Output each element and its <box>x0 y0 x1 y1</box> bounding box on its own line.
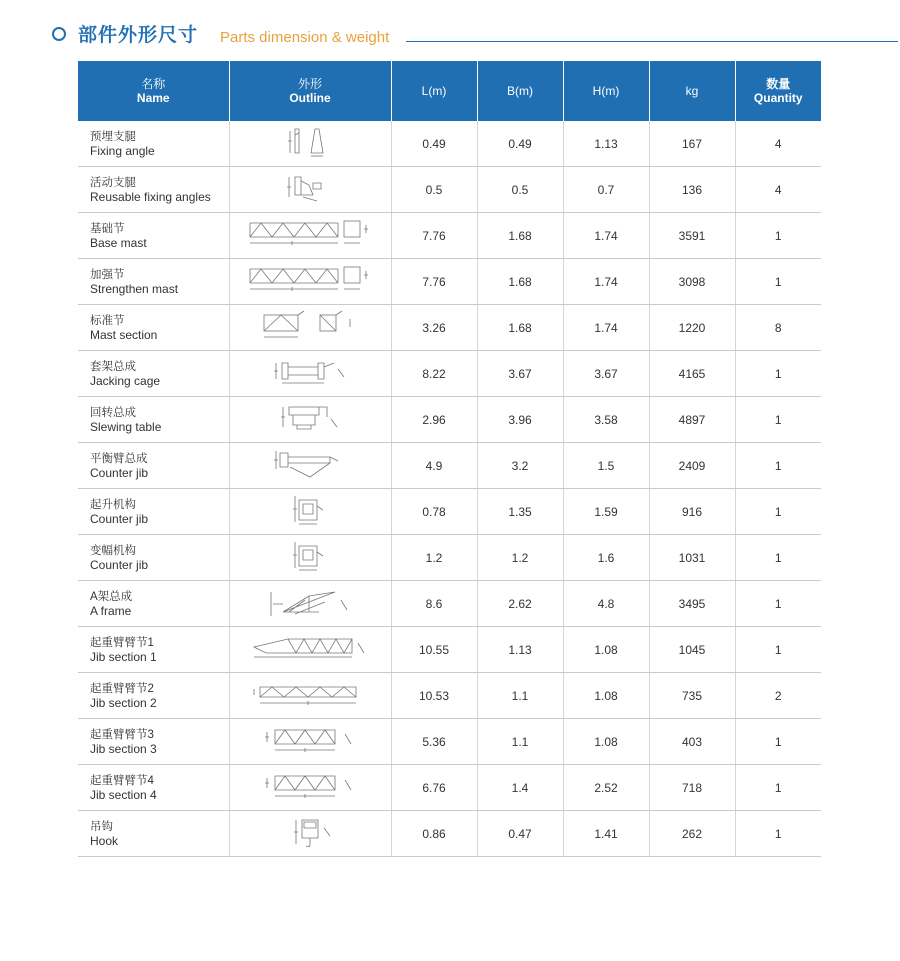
table-row <box>78 397 821 443</box>
part-name-cell <box>78 627 229 673</box>
part-name-cell <box>78 121 229 167</box>
part-quantity-cell: 8 <box>735 305 821 351</box>
part-width-cell: 1.2 <box>477 535 563 581</box>
part-height-cell: 3.67 <box>563 351 649 397</box>
part-length-cell: 6.76 <box>391 765 477 811</box>
part-weight-cell: 136 <box>649 167 735 213</box>
part-name-cn: 标准节 <box>90 314 125 327</box>
part-name-cell <box>78 259 229 305</box>
part-weight-cell: 3495 <box>649 581 735 627</box>
part-name-cell <box>78 719 229 765</box>
header-rule <box>406 41 898 42</box>
part-name-cn: 活动支腿 <box>90 176 136 189</box>
table-row <box>78 489 821 535</box>
part-name-cell <box>78 765 229 811</box>
slewing-outline-icon <box>230 401 391 438</box>
part-quantity-cell: 2 <box>735 673 821 719</box>
part-height-cell: 1.08 <box>563 673 649 719</box>
part-width-cell: 1.13 <box>477 627 563 673</box>
part-name-cn: 平衡臂总成 <box>90 452 148 465</box>
part-name-cell <box>78 443 229 489</box>
part-weight-cell: 3591 <box>649 213 735 259</box>
part-quantity-cell: 1 <box>735 213 821 259</box>
part-name-cn: 加强节 <box>90 268 125 281</box>
part-name-cell <box>78 673 229 719</box>
part-name-cn: 预埋支腿 <box>90 130 136 143</box>
col-header-quantity-cn: 数量 <box>766 77 791 91</box>
part-length-cell: 7.76 <box>391 213 477 259</box>
part-height-cell: 1.08 <box>563 719 649 765</box>
part-width-cell: 1.1 <box>477 673 563 719</box>
col-header-width: B(m) <box>477 61 563 121</box>
part-name-en: Base mast <box>90 235 147 250</box>
part-outline-cell <box>229 719 391 765</box>
part-width-cell: 1.68 <box>477 259 563 305</box>
part-quantity-cell: 4 <box>735 167 821 213</box>
part-weight-cell: 718 <box>649 765 735 811</box>
part-width-cell: 3.96 <box>477 397 563 443</box>
part-height-cell: 1.08 <box>563 627 649 673</box>
part-outline-cell <box>229 397 391 443</box>
col-header-weight: kg <box>649 61 735 121</box>
mast-section-outline-icon <box>230 309 391 346</box>
part-width-cell: 0.47 <box>477 811 563 857</box>
part-outline-cell <box>229 811 391 857</box>
part-quantity-cell: 1 <box>735 443 821 489</box>
part-name-cn: 起重臂臂节2 <box>90 682 154 695</box>
part-name-en: Slewing table <box>90 419 162 434</box>
part-name-cell <box>78 489 229 535</box>
part-weight-cell: 3098 <box>649 259 735 305</box>
table-row <box>78 121 821 167</box>
part-weight-cell: 2409 <box>649 443 735 489</box>
part-name-en: Jacking cage <box>90 373 161 388</box>
jacking-cage-outline-icon <box>230 355 391 392</box>
part-height-cell: 1.59 <box>563 489 649 535</box>
part-width-cell: 3.2 <box>477 443 563 489</box>
part-outline-cell <box>229 305 391 351</box>
part-name-cn: 起重臂臂节1 <box>90 636 154 649</box>
part-name-en: Counter jib <box>90 511 149 526</box>
part-outline-cell <box>229 673 391 719</box>
part-weight-cell: 4897 <box>649 397 735 443</box>
part-outline-cell <box>229 121 391 167</box>
part-name-en: Jib section 2 <box>90 695 157 710</box>
part-quantity-cell: 1 <box>735 581 821 627</box>
col-header-quantity-en: Quantity <box>753 91 803 105</box>
part-name-en: Jib section 1 <box>90 649 157 664</box>
part-outline-cell <box>229 581 391 627</box>
part-outline-cell <box>229 765 391 811</box>
part-name-en: Counter jib <box>90 557 149 572</box>
table-header-row <box>78 61 821 121</box>
part-width-cell: 1.35 <box>477 489 563 535</box>
jib-short-outline-icon <box>230 724 391 759</box>
part-name-en: Reusable fixing angles <box>90 189 211 204</box>
part-name-cn: 起升机构 <box>90 498 136 511</box>
part-quantity-cell: 1 <box>735 351 821 397</box>
table-row <box>78 259 821 305</box>
a-frame-outline-icon <box>230 582 391 625</box>
page-title-en: Parts dimension & weight <box>220 29 390 46</box>
part-weight-cell: 916 <box>649 489 735 535</box>
part-length-cell: 0.49 <box>391 121 477 167</box>
part-height-cell: 1.5 <box>563 443 649 489</box>
hook-outline-icon <box>230 814 391 853</box>
part-name-cn: 起重臂臂节4 <box>90 774 154 787</box>
part-height-cell: 0.7 <box>563 167 649 213</box>
part-outline-cell <box>229 351 391 397</box>
part-height-cell: 4.8 <box>563 581 649 627</box>
table-row <box>78 167 821 213</box>
part-height-cell: 1.13 <box>563 121 649 167</box>
part-width-cell: 3.67 <box>477 351 563 397</box>
truss-long-outline-icon <box>230 263 391 300</box>
part-name-en: Jib section 3 <box>90 741 157 756</box>
part-height-cell: 2.52 <box>563 765 649 811</box>
part-width-cell: 1.4 <box>477 765 563 811</box>
part-weight-cell: 262 <box>649 811 735 857</box>
part-name-cn: 变幅机构 <box>90 544 136 557</box>
part-name-cell <box>78 581 229 627</box>
col-header-quantity <box>735 61 821 121</box>
part-width-cell: 1.68 <box>477 305 563 351</box>
part-height-cell: 1.74 <box>563 305 649 351</box>
part-quantity-cell: 1 <box>735 489 821 535</box>
part-width-cell: 0.5 <box>477 167 563 213</box>
part-name-en: Strengthen mast <box>90 281 179 296</box>
col-header-name-cn: 名称 <box>141 77 166 91</box>
hoist-outline-icon <box>230 492 391 531</box>
part-name-cell <box>78 811 229 857</box>
part-weight-cell: 1220 <box>649 305 735 351</box>
part-length-cell: 0.86 <box>391 811 477 857</box>
part-length-cell: 0.5 <box>391 167 477 213</box>
part-length-cell: 0.78 <box>391 489 477 535</box>
page-header <box>0 0 900 60</box>
part-name-cell <box>78 351 229 397</box>
part-name-cn: 起重臂臂节3 <box>90 728 154 741</box>
part-name-cell <box>78 397 229 443</box>
jib-short-outline-icon <box>230 770 391 805</box>
col-header-height: H(m) <box>563 61 649 121</box>
part-length-cell: 10.55 <box>391 627 477 673</box>
table-row <box>78 719 821 765</box>
table-row <box>78 305 821 351</box>
table-row <box>78 627 821 673</box>
part-height-cell: 1.41 <box>563 811 649 857</box>
part-width-cell: 2.62 <box>477 581 563 627</box>
part-outline-cell <box>229 213 391 259</box>
part-length-cell: 8.22 <box>391 351 477 397</box>
part-length-cell: 3.26 <box>391 305 477 351</box>
part-outline-cell <box>229 489 391 535</box>
part-quantity-cell: 1 <box>735 765 821 811</box>
part-quantity-cell: 4 <box>735 121 821 167</box>
part-outline-cell <box>229 443 391 489</box>
part-length-cell: 8.6 <box>391 581 477 627</box>
part-width-cell: 1.1 <box>477 719 563 765</box>
table-row <box>78 443 821 489</box>
part-weight-cell: 1031 <box>649 535 735 581</box>
jib-flat-outline-icon <box>230 679 391 712</box>
part-height-cell: 3.58 <box>563 397 649 443</box>
part-name-cn: A架总成 <box>90 590 133 603</box>
part-name-en: Jib section 4 <box>90 787 157 802</box>
hoist-outline-icon <box>230 538 391 577</box>
col-header-outline <box>229 61 391 121</box>
truss-long-outline-icon <box>230 217 391 254</box>
part-width-cell: 0.49 <box>477 121 563 167</box>
part-name-en: Hook <box>90 833 119 848</box>
reusable-angle-outline-icon <box>230 171 391 208</box>
fixing-angle-outline-icon <box>230 125 391 162</box>
part-quantity-cell: 1 <box>735 719 821 765</box>
part-weight-cell: 167 <box>649 121 735 167</box>
table-row <box>78 765 821 811</box>
table-row <box>78 351 821 397</box>
circle-bullet-icon <box>52 27 66 41</box>
parts-dimension-table <box>78 61 821 857</box>
part-name-cell <box>78 167 229 213</box>
table-row <box>78 535 821 581</box>
part-quantity-cell: 1 <box>735 535 821 581</box>
col-header-name-en: Name <box>136 91 170 105</box>
col-header-length: L(m) <box>391 61 477 121</box>
table-row <box>78 811 821 857</box>
counter-jib-outline-icon <box>230 447 391 484</box>
part-height-cell: 1.74 <box>563 259 649 305</box>
part-name-cell <box>78 305 229 351</box>
table-row <box>78 213 821 259</box>
part-name-cn: 套架总成 <box>90 360 136 373</box>
part-height-cell: 1.6 <box>563 535 649 581</box>
part-quantity-cell: 1 <box>735 259 821 305</box>
part-outline-cell <box>229 259 391 305</box>
jib-1-outline-icon <box>230 633 391 666</box>
part-width-cell: 1.68 <box>477 213 563 259</box>
col-header-name <box>78 61 229 121</box>
part-name-cn: 吊钩 <box>90 820 113 833</box>
table-row <box>78 581 821 627</box>
part-length-cell: 2.96 <box>391 397 477 443</box>
part-quantity-cell: 1 <box>735 811 821 857</box>
part-name-en: Mast section <box>90 327 158 342</box>
part-name-en: Counter jib <box>90 465 149 480</box>
table-row <box>78 673 821 719</box>
part-outline-cell <box>229 627 391 673</box>
page-title-cn: 部件外形尺寸 <box>78 24 199 46</box>
part-quantity-cell: 1 <box>735 627 821 673</box>
part-weight-cell: 403 <box>649 719 735 765</box>
part-name-cn: 基础节 <box>90 222 125 235</box>
part-name-en: A frame <box>90 603 132 618</box>
part-length-cell: 1.2 <box>391 535 477 581</box>
part-length-cell: 5.36 <box>391 719 477 765</box>
part-outline-cell <box>229 167 391 213</box>
part-outline-cell <box>229 535 391 581</box>
part-weight-cell: 735 <box>649 673 735 719</box>
part-name-cell <box>78 535 229 581</box>
part-length-cell: 4.9 <box>391 443 477 489</box>
part-height-cell: 1.74 <box>563 213 649 259</box>
part-length-cell: 10.53 <box>391 673 477 719</box>
col-header-outline-cn: 外形 <box>297 77 322 91</box>
part-quantity-cell: 1 <box>735 397 821 443</box>
part-length-cell: 7.76 <box>391 259 477 305</box>
part-weight-cell: 1045 <box>649 627 735 673</box>
part-name-cn: 回转总成 <box>90 406 136 419</box>
col-header-outline-en: Outline <box>289 91 331 105</box>
part-name-en: Fixing angle <box>90 143 155 158</box>
part-name-cell <box>78 213 229 259</box>
part-weight-cell: 4165 <box>649 351 735 397</box>
